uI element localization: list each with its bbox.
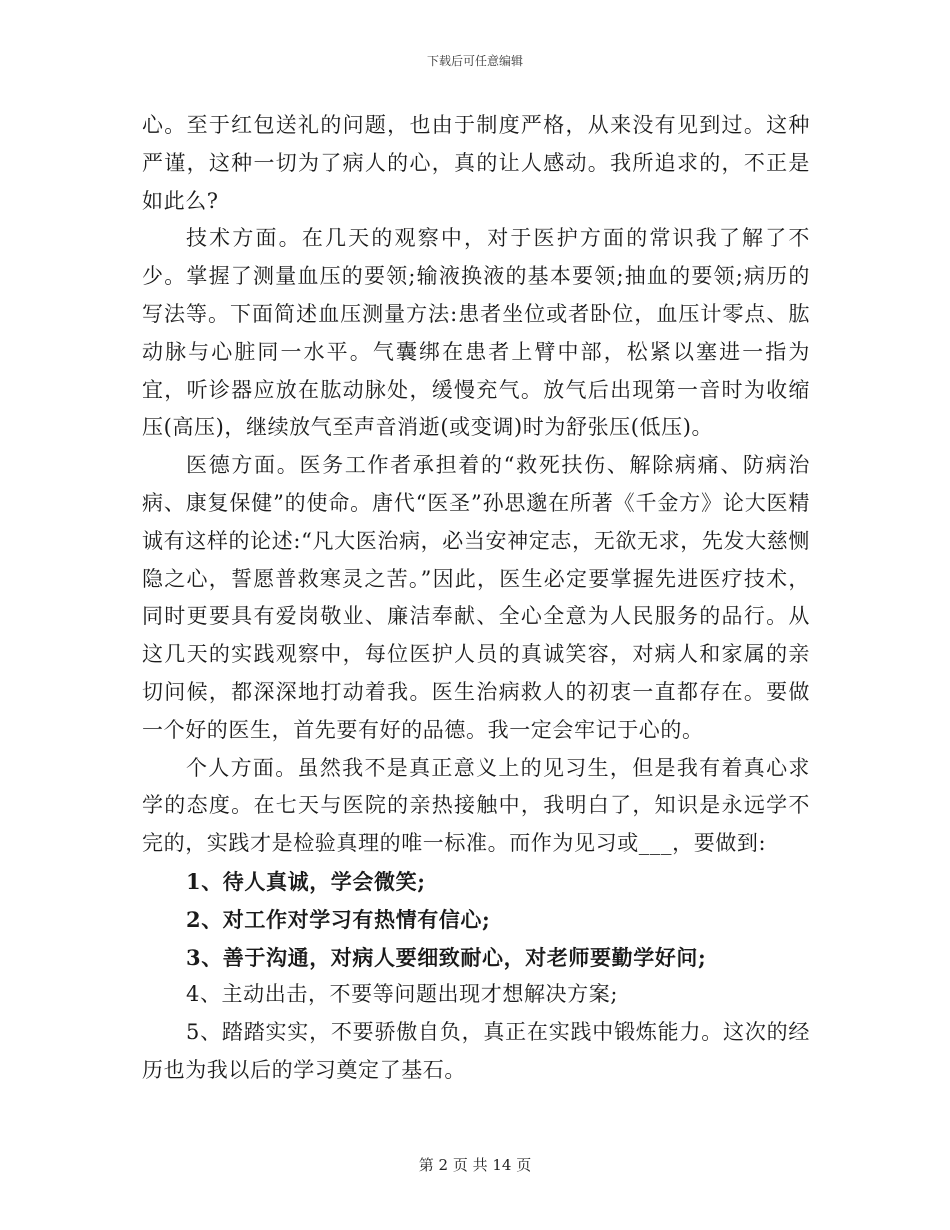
list-item-4: 4、主动出击，不要等问题出现才想解决方案; — [186, 982, 619, 1007]
paragraph-medical-ethics: 医德方面。医务工作者承担着的“救死扶伤、解除病痛、防病治病、康复保健”的使命。唐代“医圣”孙思邈在所著《千金方》论大医精诚有这样的论述:“凡大医治病，必当安神定志，无欲无求，先发大慈恻隐之心，誓愿普救寒灵之苦。”因此，医生必定要掌握先进医疗技术，同时更要具有爱岗敬业、廉洁奉献、全心全意为人民服务的品行。从这几天的实践观察中，每位医护人员的真诚笑容，对病人和家属的亲切问候，都深深地打动着我。医生治病救人的初衷一直都存在。要做一个好的医生，首先要有好的品德。我一定会牢记于心的。 — [142, 453, 810, 742]
list-item-3: 3、善于沟通，对病人要细致耐心，对老师要勤学好问; — [186, 944, 707, 970]
page-number-footer: 第 2 页 共 14 页 — [418, 1156, 532, 1174]
list-item-1: 1、待人真诚，学会微笑; — [186, 868, 426, 894]
page-header: 下载后可任意编辑 — [426, 54, 523, 68]
paragraph-continuation: 心。至于红包送礼的问题，也由于制度严格，从来没有见到过。这种严谨，这种一切为了病人的心，真的让人感动。我所追求的，不正是如此么? — [142, 113, 810, 213]
list-item-5: 5、踏踏实实，不要骄傲自负，真正在实践中锻炼能力。这次的经历也为我以后的学习奠定了基石。 — [142, 1020, 810, 1082]
document-body — [142, 107, 810, 1090]
list-item-2: 2、对工作对学习有热情有信心; — [186, 906, 491, 932]
paragraph-personal: 个人方面。虽然我不是真正意义上的见习生，但是我有着真心求学的态度。在七天与医院的亲热接触中，我明白了，知识是永远学不完的，实践才是检验真理的唯一标准。而作为见习或___，要做到: — [142, 755, 810, 856]
paragraph-technique: 技术方面。在几天的观察中，对于医护方面的常识我了解了不少。掌握了测量血压的要领;输液换液的基本要领;抽血的要领;病历的写法等。下面简述血压测量方法:患者坐位或者卧位，血压计零点、肱动脉与心脏同一水平。气囊绑在患者上臂中部，松紧以塞进一指为宜，听诊器应放在肱动脉处，缓慢充气。放气后出现第一音时为收缩压(高压)，继续放气至声音消逝(或变调)时为舒张压(低压)。 — [142, 226, 810, 440]
